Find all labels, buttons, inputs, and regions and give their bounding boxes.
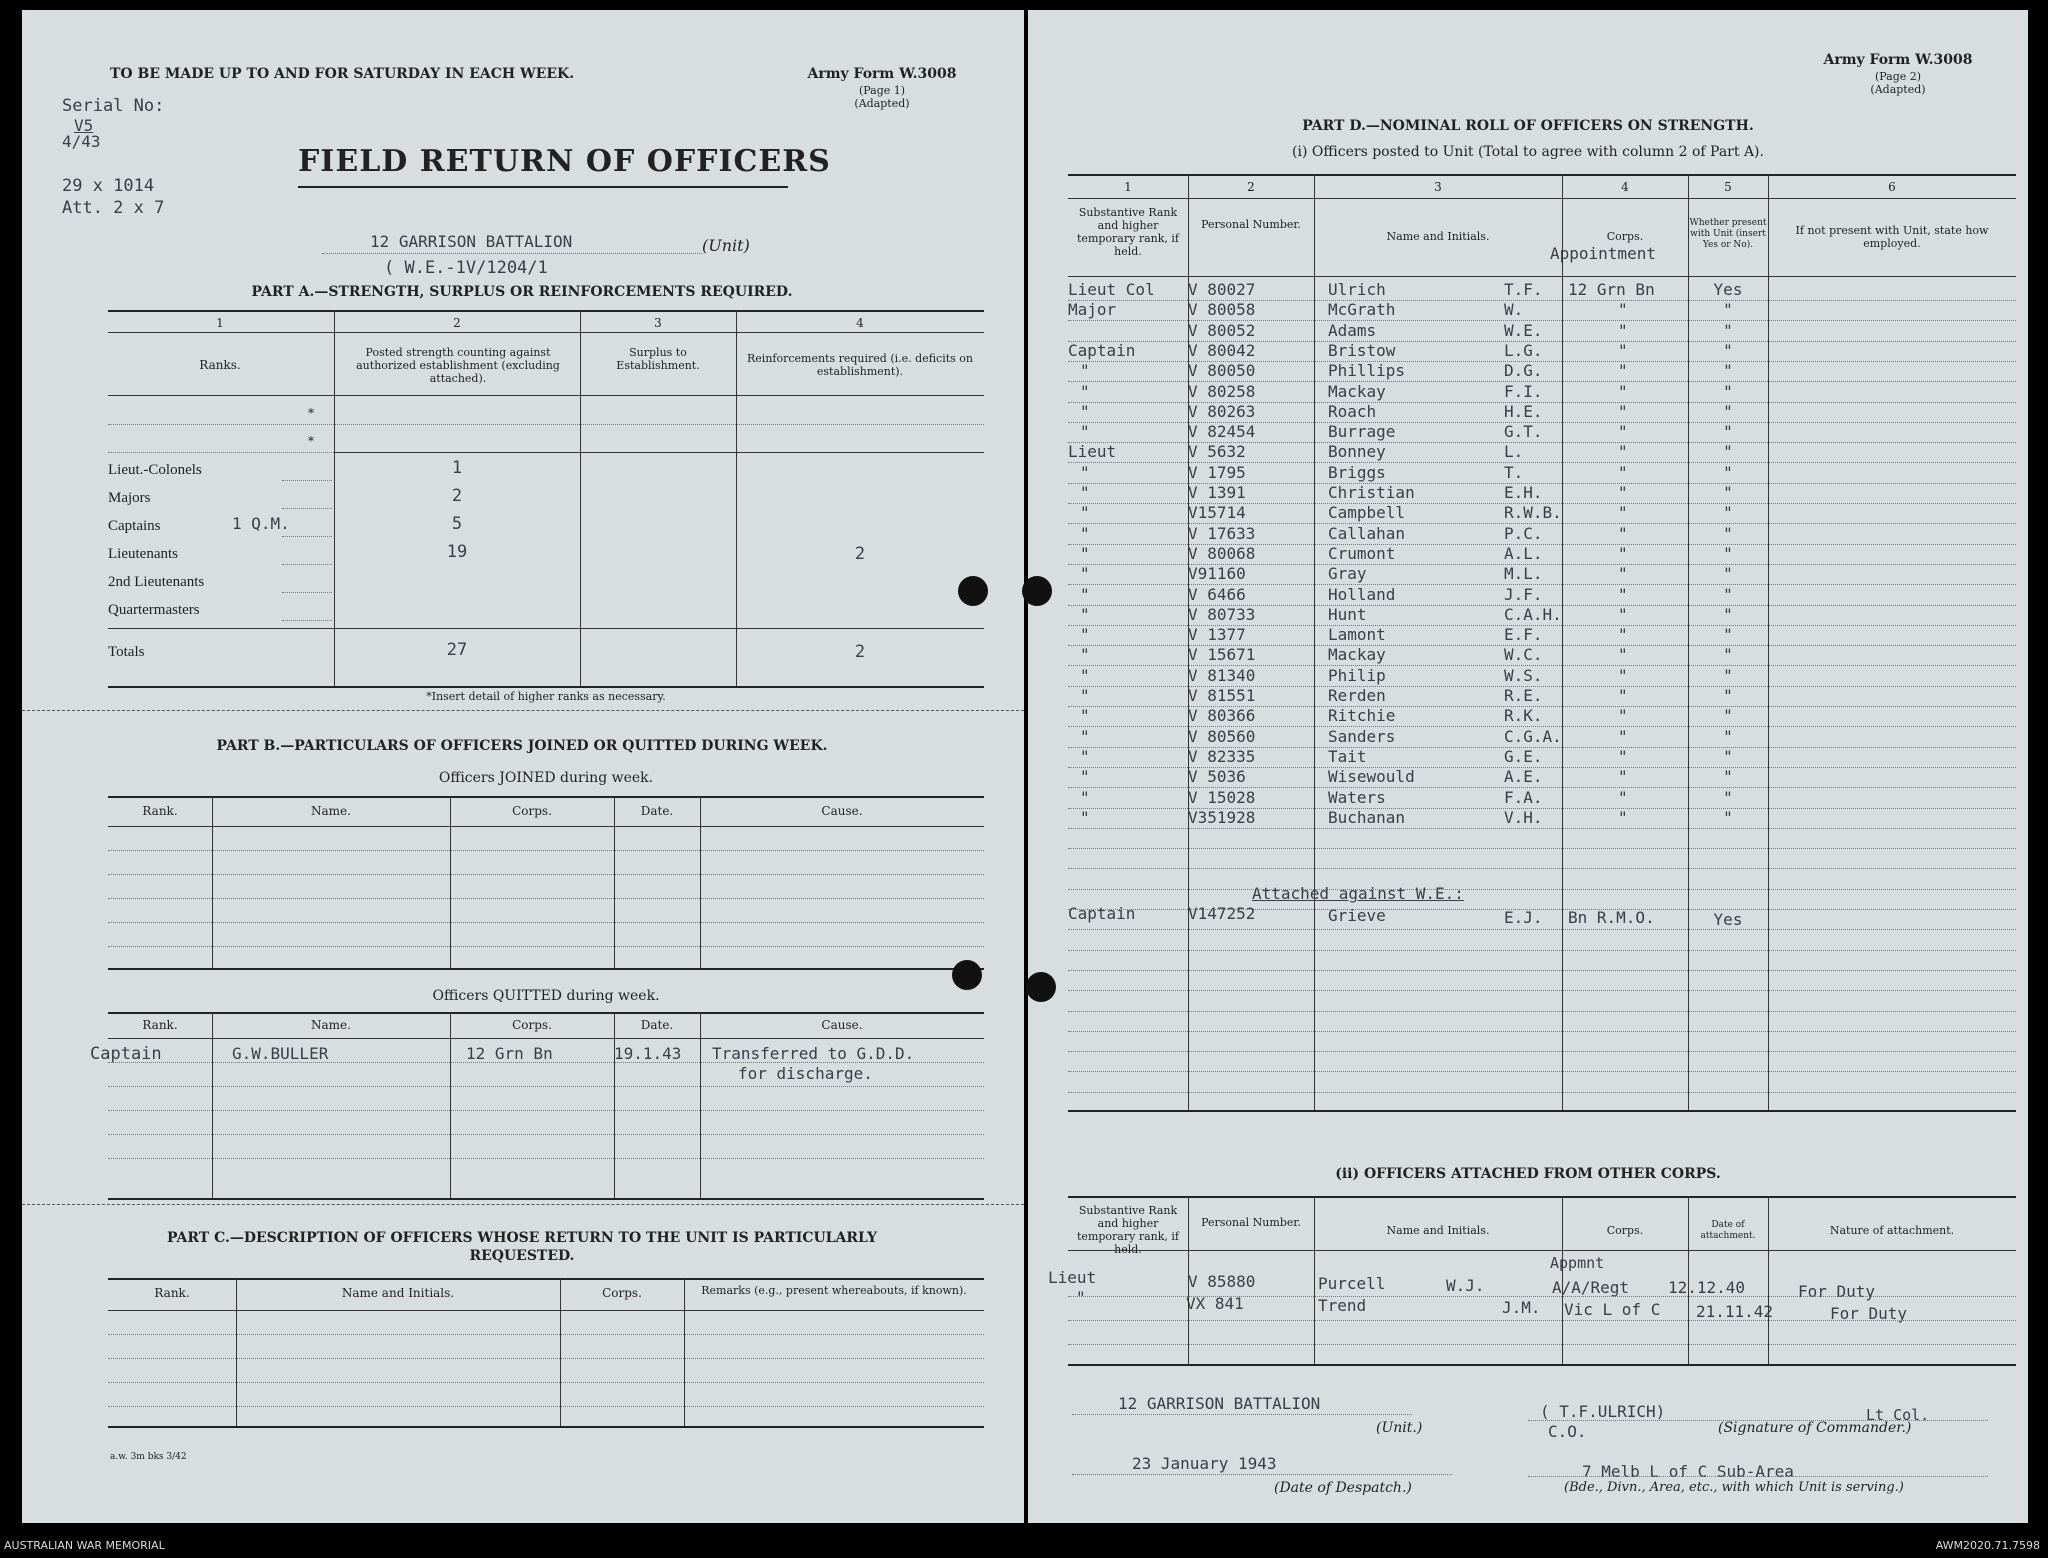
nominal-corps: " [1618, 402, 1628, 421]
nominal-number: V 80560 [1188, 727, 1256, 746]
instruction-text: TO BE MADE UP TO AND FOR SATURDAY IN EACH WEEK. [110, 66, 575, 82]
nominal-name: Ulrich [1328, 280, 1386, 299]
nominal-corps: " [1618, 605, 1628, 624]
quitted-col-corps: Corps. [512, 1018, 552, 1032]
despatch-date: 23 January 1943 [1132, 1454, 1277, 1473]
nominal-corps: " [1618, 585, 1628, 604]
punch-hole [958, 576, 988, 606]
attached-corps: Bn R.M.O. [1568, 908, 1655, 927]
nominal-name: Bristow [1328, 341, 1396, 360]
nominal-number: V 82335 [1188, 747, 1256, 766]
nominal-rank: " [1080, 544, 1090, 563]
form-number: Army Form W.3008 [807, 66, 957, 82]
nominal-number: V 82454 [1188, 422, 1256, 441]
part-a-head-ranks: Ranks. [199, 358, 241, 372]
nominal-present: " [1723, 321, 1733, 340]
nominal-name: Sanders [1328, 727, 1396, 746]
part-a-col-2: 2 [453, 316, 461, 330]
d2-date: 21.11.42 [1696, 1302, 1774, 1321]
nominal-number: V 80366 [1188, 706, 1256, 725]
nominal-name: Hunt [1328, 605, 1367, 624]
nominal-rank: " [1080, 503, 1090, 522]
nominal-corps: " [1618, 524, 1628, 543]
part-d2-head-nature: Nature of attachment. [1829, 1224, 1955, 1237]
part-d-head-number: Personal Number. [1201, 218, 1301, 231]
d2-initials: J.M. [1502, 1298, 1541, 1317]
signature-unit-label: (Unit.) [1376, 1420, 1423, 1436]
serving-area-label: (Bde., Divn., Area, etc., with which Unit is serving.) [1564, 1480, 1904, 1495]
d2-number: VX 841 [1186, 1294, 1244, 1313]
part-d-title: PART D.—NOMINAL ROLL OF OFFICERS ON STRENGTH. [1302, 118, 1754, 134]
rank-label: Captains [108, 518, 161, 534]
nominal-number: V 81340 [1188, 666, 1256, 685]
nominal-number: V 15028 [1188, 788, 1256, 807]
nominal-number: V 5036 [1188, 767, 1246, 786]
nominal-initials: P.C. [1504, 524, 1543, 543]
nominal-rank: " [1080, 666, 1090, 685]
nominal-name: Campbell [1328, 503, 1406, 522]
nominal-present: " [1723, 666, 1733, 685]
nominal-rank: " [1080, 767, 1090, 786]
nominal-corps: " [1618, 727, 1628, 746]
nominal-initials: T.F. [1504, 280, 1543, 299]
nominal-number: V 1377 [1188, 625, 1246, 644]
nominal-corps: " [1618, 788, 1628, 807]
nominal-name: Roach [1328, 402, 1377, 421]
nominal-present: " [1723, 564, 1733, 583]
nominal-present: Yes [1713, 280, 1743, 299]
nominal-initials: L.G. [1504, 341, 1543, 360]
quitted-title: Officers QUITTED during week. [432, 988, 660, 1004]
nominal-rank: " [1080, 605, 1090, 624]
rank-label: Lieut.-Colonels [108, 462, 202, 478]
nominal-present: " [1723, 341, 1733, 360]
attached-initials: E.J. [1504, 908, 1543, 927]
signature-label: (Signature of Commander.) [1718, 1420, 1912, 1436]
nominal-name: Philip [1328, 666, 1386, 685]
nominal-present: " [1723, 463, 1733, 482]
serial-value: V5 [74, 116, 94, 135]
nominal-initials: J.F. [1504, 585, 1543, 604]
nominal-name: Crumont [1328, 544, 1396, 563]
nominal-number: V351928 [1188, 808, 1256, 827]
nominal-rank: " [1080, 585, 1090, 604]
rank-note: 1 Q.M. [232, 514, 290, 533]
nominal-initials: T. [1504, 463, 1524, 482]
nominal-initials: F.I. [1504, 382, 1543, 401]
part-b-title: PART B.—PARTICULARS OF OFFICERS JOINED OR QUITTED DURING WEEK. [216, 738, 828, 754]
nominal-rank: " [1080, 788, 1090, 807]
quitted-col-name: Name. [311, 1018, 351, 1032]
nominal-present: " [1723, 727, 1733, 746]
nominal-rank: " [1080, 382, 1090, 401]
joined-col-rank: Rank. [142, 804, 178, 818]
nominal-rank: Major [1068, 300, 1117, 319]
nominal-initials: R.K. [1504, 706, 1543, 725]
nominal-rank: " [1080, 808, 1090, 827]
nominal-present: " [1723, 300, 1733, 319]
nominal-rank: " [1080, 706, 1090, 725]
nominal-corps: " [1618, 808, 1628, 827]
nominal-name: Lamont [1328, 625, 1386, 644]
part-d-subtitle: (i) Officers posted to Unit (Total to agree with column 2 of Part A). [1292, 144, 1764, 160]
nominal-initials: F.A. [1504, 788, 1543, 807]
nominal-number: V 15671 [1188, 645, 1256, 664]
part-a-col-3: 3 [654, 316, 662, 330]
nominal-corps: " [1618, 625, 1628, 644]
form-page-2 [1028, 10, 2028, 1523]
footer-institution: AUSTRALIAN WAR MEMORIAL [4, 1539, 165, 1552]
d2-corps: Vic L of C [1564, 1300, 1661, 1319]
d2-number: V 85880 [1188, 1272, 1256, 1291]
part-a-head-posted: Posted strength counting against authorized establishment (excluding attached). [356, 346, 560, 385]
nominal-corps: " [1618, 686, 1628, 705]
commander-name: ( T.F.ULRICH) [1540, 1402, 1666, 1421]
nominal-initials: A.E. [1504, 767, 1543, 786]
nominal-number: V 80068 [1188, 544, 1256, 563]
posted-value: 1 [451, 458, 463, 478]
part-a-title: PART A.—STRENGTH, SURPLUS OR REINFORCEMENTS REQUIRED. [251, 284, 793, 300]
signature-unit: 12 GARRISON BATTALION [1118, 1394, 1321, 1413]
nominal-name: Mackay [1328, 645, 1386, 664]
part-d2-title: (ii) OFFICERS ATTACHED FROM OTHER CORPS. [1335, 1166, 1721, 1182]
posted-value: 5 [451, 514, 463, 534]
printer-mark: a.w. 3m bks 3/42 [110, 1452, 187, 1462]
d2-initials: W.J. [1446, 1276, 1485, 1295]
nominal-number: V 80733 [1188, 605, 1256, 624]
d2-nature: For Duty [1798, 1282, 1876, 1301]
part-d-head-employed: If not present with Unit, state how employed. [1795, 224, 1989, 250]
quitted-name: G.W.BULLER [232, 1044, 329, 1063]
nominal-initials: E.H. [1504, 483, 1543, 502]
nominal-present: " [1723, 402, 1733, 421]
nominal-initials: G.E. [1504, 747, 1543, 766]
nominal-corps: " [1618, 422, 1628, 441]
nominal-corps: " [1618, 747, 1628, 766]
nominal-number: V15714 [1188, 503, 1246, 522]
form-page-1: TO BE MADE UP TO AND FOR SATURDAY IN EACH WEEK. Army Form W.3008 (Page 1) (Adapted) Serial No: V5 4/43 29 x 1014 Att. 2 x 7 FIELD RETURN OF OFFICERS 12 GARRISON BATTALION (Unit) ( W.E.-1V/1204/1 PART A.—STRENGTH, SURPLUS OR REINFORCEMENTS REQUIRED. 1 2 3 4 Ranks. Posted strength counting against authorized establishment (excluding attached). Surplus to Establishment. Reinforcements required (i.e. deficits on establishment). * * Lieut.-Colonels 1 Majors 2 Captains 1 Q.M. 5 Lieutenants 19 2 2nd Lieutenants Quartermasters Totals 27 2 *Insert detail of higher ranks as necessary. PART B.—PARTICULARS OF OFFICERS JOINED OR QUITTED DURING WEEK. Officers JOINED during week. Rank. Name. Corps. Date. Cause. Officers QUITTED during week. Rank. Name. Corps. Date. Cause. Captain G.W.BULLER 12 Grn Bn 19.1.43 Transferred to G.D.D. for discharge. PART C.—DESCRIPTION OF OFFICERS WHOSE RETURN TO THE UNIT IS PARTICULARLY REQUESTED. Rank. Name and Initials. Corps. Remarks (e.g., present whereabouts, if known). a.w. 3m bks 3/42 [22, 10, 1024, 1523]
nominal-number: V 1795 [1188, 463, 1246, 482]
totals-reinf: 2 [854, 642, 866, 662]
nominal-initials: C.G.A. [1504, 727, 1562, 746]
nominal-name: Tait [1328, 747, 1367, 766]
nominal-initials: H.E. [1504, 402, 1543, 421]
nominal-number: V 80263 [1188, 402, 1256, 421]
nominal-number: V 81551 [1188, 686, 1256, 705]
serial-sub: 4/43 [62, 132, 101, 151]
part-d-col-5: 5 [1724, 180, 1732, 194]
part-c-title: PART C.—DESCRIPTION OF OFFICERS WHOSE RETURN TO THE UNIT IS PARTICULARLY [167, 1230, 877, 1246]
d2-date: 12.12.40 [1668, 1278, 1746, 1297]
posted-value: 2 [451, 486, 463, 506]
nominal-rank: " [1080, 422, 1090, 441]
d2-rank: Lieut [1048, 1268, 1097, 1287]
nominal-name: Wisewould [1328, 767, 1415, 786]
adapted-label: (Adapted) [854, 97, 910, 110]
quitted-col-cause: Cause. [821, 1018, 863, 1032]
nominal-present: " [1723, 788, 1733, 807]
nominal-present: " [1723, 422, 1733, 441]
nominal-number: V 80027 [1188, 280, 1256, 299]
nominal-name: Callahan [1328, 524, 1406, 543]
reinf-value: 2 [854, 544, 866, 564]
nominal-corps: " [1618, 300, 1628, 319]
part-d-head-corps: Corps. [1606, 230, 1644, 243]
nominal-initials: G.T. [1504, 422, 1543, 441]
part-c-col-rank: Rank. [154, 1286, 190, 1300]
serving-area: 7 Melb L of C Sub-Area [1582, 1462, 1794, 1481]
nominal-present: " [1723, 524, 1733, 543]
attached-present: Yes [1713, 910, 1743, 929]
nominal-rank: " [1080, 686, 1090, 705]
part-c-title-2: REQUESTED. [469, 1248, 575, 1264]
nominal-number: V 1391 [1188, 483, 1246, 502]
nominal-name: Holland [1328, 585, 1396, 604]
nominal-rank: Lieut [1068, 442, 1117, 461]
nominal-name: McGrath [1328, 300, 1396, 319]
punch-hole [1022, 576, 1052, 606]
serial-label: Serial No: [62, 96, 165, 116]
joined-col-cause: Cause. [821, 804, 863, 818]
nominal-number: V91160 [1188, 564, 1246, 583]
part-d2-head-number: Personal Number. [1201, 1216, 1301, 1229]
commander-co: C.O. [1548, 1422, 1587, 1441]
attached-name: Grieve [1328, 906, 1386, 925]
d2-rank: " [1076, 1288, 1086, 1307]
nominal-name: Mackay [1328, 382, 1386, 401]
nominal-present: " [1723, 483, 1733, 502]
nominal-present: " [1723, 382, 1733, 401]
nominal-corps: " [1618, 666, 1628, 685]
nominal-present: " [1723, 361, 1733, 380]
form-number: Army Form W.3008 [1823, 52, 1973, 68]
nominal-name: Waters [1328, 788, 1386, 807]
nominal-initials: M.L. [1504, 564, 1543, 583]
page-label: (Page 2) [1874, 70, 1922, 83]
nominal-rank: " [1080, 483, 1090, 502]
part-d2-head-date: Date of attachment. [1700, 1220, 1756, 1241]
nominal-initials: A.L. [1504, 544, 1543, 563]
we-code: ( W.E.-1V/1204/1 [384, 258, 548, 278]
nominal-present: " [1723, 605, 1733, 624]
nominal-name: Burrage [1328, 422, 1396, 441]
part-d-head-present: Whether present with Unit (insert Yes or No). [1689, 218, 1767, 250]
quitted-cause-2: for discharge. [738, 1064, 873, 1083]
nominal-initials: V.H. [1504, 808, 1543, 827]
nominal-corps: " [1618, 645, 1628, 664]
quitted-cause: Transferred to G.D.D. [712, 1044, 915, 1063]
d2-nature: For Duty [1830, 1304, 1908, 1323]
part-c-col-corps: Corps. [602, 1286, 642, 1300]
nominal-name: Rerden [1328, 686, 1386, 705]
posted-value: 19 [446, 542, 468, 562]
part-d-col-2: 2 [1247, 180, 1255, 194]
nominal-number: V 80258 [1188, 382, 1256, 401]
nominal-corps: " [1618, 361, 1628, 380]
unit-label: (Unit) [702, 236, 750, 255]
nominal-initials: D.G. [1504, 361, 1543, 380]
nominal-corps: " [1618, 767, 1628, 786]
nominal-name: Bonney [1328, 442, 1386, 461]
nominal-corps: " [1618, 564, 1628, 583]
nominal-corps: " [1618, 382, 1628, 401]
joined-title: Officers JOINED during week. [438, 770, 654, 786]
nominal-initials: W.E. [1504, 321, 1543, 340]
totals-posted: 27 [446, 640, 468, 660]
rank-label: Quartermasters [108, 602, 200, 618]
part-a-col-1: 1 [216, 316, 224, 330]
nominal-present: " [1723, 645, 1733, 664]
nominal-number: V 17633 [1188, 524, 1256, 543]
unit-name: 12 GARRISON BATTALION [370, 232, 573, 251]
rank-label: Majors [108, 490, 151, 506]
part-d2-head-name: Name and Initials. [1386, 1224, 1490, 1237]
nominal-corps: " [1618, 544, 1628, 563]
part-d2-head-rank: Substantive Rank and higher temporary rank, if held. [1077, 1204, 1179, 1256]
nominal-rank: " [1080, 463, 1090, 482]
quitted-corps: 12 Grn Bn [466, 1044, 553, 1063]
nominal-name: Ritchie [1328, 706, 1396, 725]
nominal-number: V 80042 [1188, 341, 1256, 360]
nominal-rank: " [1080, 524, 1090, 543]
nominal-corps: " [1618, 706, 1628, 725]
nominal-corps: " [1618, 442, 1628, 461]
nominal-rank: " [1080, 402, 1090, 421]
nominal-name: Phillips [1328, 361, 1406, 380]
rank-label: Lieutenants [108, 546, 178, 562]
nominal-corps: " [1618, 463, 1628, 482]
attached-label: Attached against W.E.: [1252, 884, 1464, 903]
d2-corps: A/A/Regt [1552, 1278, 1630, 1297]
nominal-initials: R.W.B. [1504, 503, 1562, 522]
nominal-initials: L. [1504, 442, 1524, 461]
attached-number: V147252 [1188, 904, 1256, 923]
nominal-name: Buchanan [1328, 808, 1406, 827]
part-c-col-remarks: Remarks (e.g., present whereabouts, if known). [701, 1284, 967, 1297]
punch-hole [952, 960, 982, 990]
page-label: (Page 1) [858, 84, 906, 97]
nominal-rank: Captain [1068, 341, 1136, 360]
part-d2-head-corps: Corps. [1606, 1224, 1644, 1237]
part-d-col-6: 6 [1888, 180, 1896, 194]
commander-rank: Lt Col. [1866, 1406, 1930, 1424]
despatch-date-label: (Date of Despatch.) [1274, 1480, 1412, 1496]
part-d-head-name: Name and Initials. [1386, 230, 1490, 243]
totals-label: Totals [108, 644, 145, 660]
nominal-corps: " [1618, 503, 1628, 522]
nominal-rank: " [1080, 645, 1090, 664]
nominal-initials: E.F. [1504, 625, 1543, 644]
d2-name: Trend [1318, 1296, 1367, 1315]
d2-name: Purcell [1318, 1274, 1386, 1293]
quitted-date: 19.1.43 [614, 1044, 682, 1063]
nominal-number: V 6466 [1188, 585, 1246, 604]
appmt-note: Appmnt [1550, 1254, 1605, 1272]
nominal-present: " [1723, 585, 1733, 604]
nominal-rank: " [1080, 361, 1090, 380]
joined-col-name: Name. [311, 804, 351, 818]
rank-label: 2nd Lieutenants [108, 574, 205, 590]
part-d-col-3: 3 [1434, 180, 1442, 194]
nominal-name: Christian [1328, 483, 1415, 502]
reference-1: 29 x 1014 [62, 176, 155, 196]
part-d-col-4: 4 [1621, 180, 1629, 194]
nominal-name: Gray [1328, 564, 1367, 583]
nominal-number: V 80058 [1188, 300, 1256, 319]
part-d-head-rank: Substantive Rank and higher temporary rank, if held. [1077, 206, 1179, 258]
nominal-present: " [1723, 767, 1733, 786]
part-a-footnote: *Insert detail of higher ranks as necessary. [426, 690, 666, 703]
nominal-name: Briggs [1328, 463, 1386, 482]
nominal-rank: " [1080, 747, 1090, 766]
nominal-number: V 5632 [1188, 442, 1246, 461]
nominal-initials: W.S. [1504, 666, 1543, 685]
reference-2: Att. 2 x 7 [62, 198, 165, 218]
attached-rank: Captain [1068, 904, 1136, 923]
part-a-head-reinf: Reinforcements required (i.e. deficits on establishment). [747, 352, 973, 378]
page-title: FIELD RETURN OF OFFICERS [298, 144, 831, 179]
nominal-present: " [1723, 625, 1733, 644]
nominal-present: " [1723, 686, 1733, 705]
nominal-initials: W. [1504, 300, 1524, 319]
part-c-col-name: Name and Initials. [341, 1286, 455, 1300]
quitted-col-date: Date. [640, 1018, 674, 1032]
nominal-present: " [1723, 808, 1733, 827]
nominal-rank: Lieut Col [1068, 280, 1155, 299]
nominal-present: " [1723, 747, 1733, 766]
nominal-initials: R.E. [1504, 686, 1543, 705]
nominal-rank: " [1080, 564, 1090, 583]
nominal-present: " [1723, 442, 1733, 461]
appointment-note: Appointment [1550, 244, 1656, 263]
punch-hole [1026, 972, 1056, 1002]
nominal-number: V 80050 [1188, 361, 1256, 380]
nominal-rank: " [1080, 625, 1090, 644]
joined-col-corps: Corps. [512, 804, 552, 818]
nominal-initials: C.A.H. [1504, 605, 1562, 624]
part-a-col-4: 4 [856, 316, 864, 330]
nominal-present: " [1723, 544, 1733, 563]
quitted-rank: Captain [90, 1044, 162, 1064]
nominal-name: Adams [1328, 321, 1377, 340]
quitted-col-rank: Rank. [142, 1018, 178, 1032]
part-a-head-surplus: Surplus to Establishment. [616, 346, 700, 372]
nominal-present: " [1723, 503, 1733, 522]
adapted-label: (Adapted) [1870, 83, 1926, 96]
nominal-number: V 80052 [1188, 321, 1256, 340]
nominal-rank: " [1080, 727, 1090, 746]
joined-col-date: Date. [640, 804, 674, 818]
nominal-initials: W.C. [1504, 645, 1543, 664]
nominal-present: " [1723, 706, 1733, 725]
nominal-corps: 12 Grn Bn [1568, 280, 1655, 299]
nominal-corps: " [1618, 321, 1628, 340]
nominal-corps: " [1618, 341, 1628, 360]
part-d-col-1: 1 [1124, 180, 1132, 194]
nominal-corps: " [1618, 483, 1628, 502]
footer-accession: AWM2020.71.7598 [1935, 1539, 2040, 1552]
